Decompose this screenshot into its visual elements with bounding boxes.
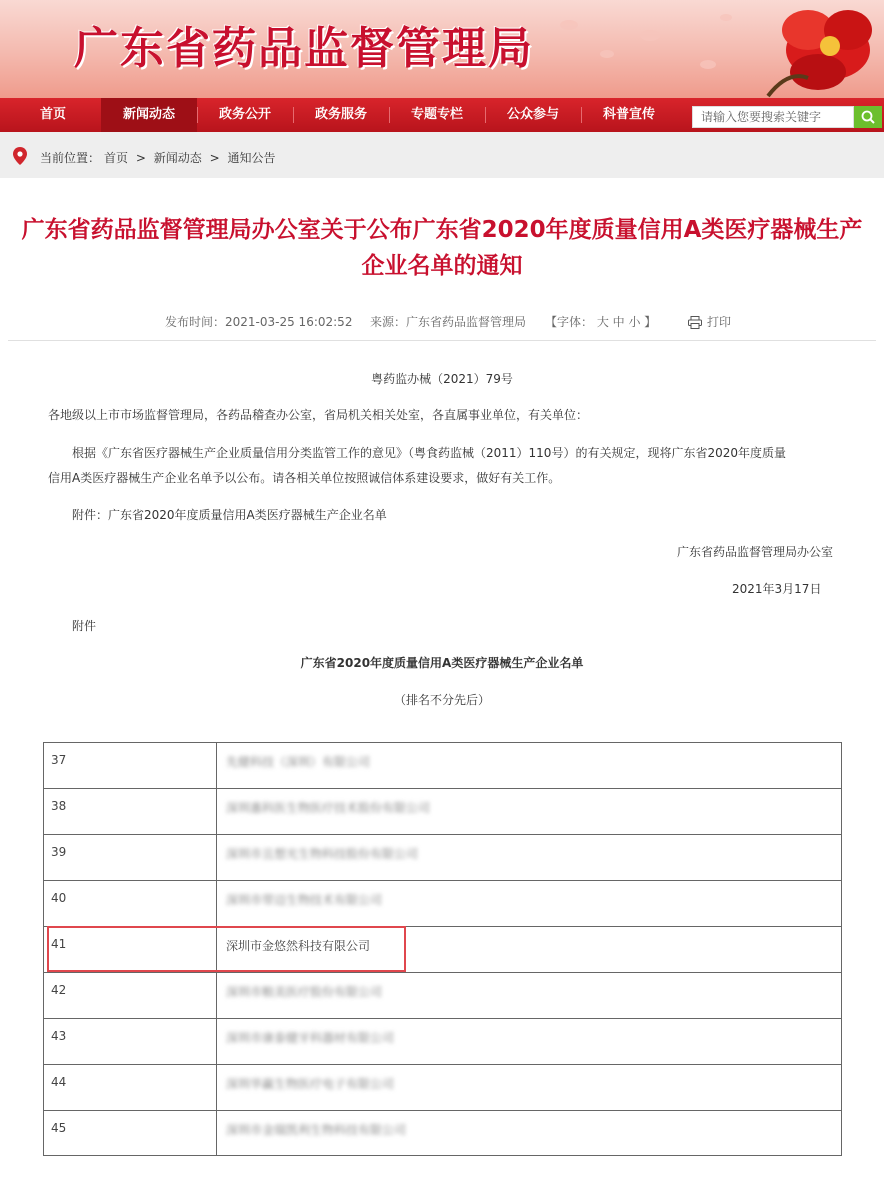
body-paragraph: 根据《广东省医疗器械生产企业质量信用分类监管工作的意见》（粤食药监械（2011）110号）的有关规定，现将广东省2020年度质量 (72, 446, 786, 460)
breadcrumb-separator: > (209, 151, 220, 165)
row-number: 42 (51, 983, 67, 997)
table-row (43, 880, 842, 926)
breadcrumb-item-news[interactable]: 新闻动态 (153, 151, 202, 165)
breadcrumb-item-home[interactable]: 首页 (104, 151, 129, 165)
row-number: 45 (51, 1121, 67, 1135)
table-row (43, 788, 842, 834)
row-number: 44 (51, 1075, 67, 1089)
nav-item-gov-services[interactable]: 政务服务 (314, 107, 367, 122)
company-name: 深圳华赢生物医疗电子有限公司 (226, 1077, 395, 1091)
nav-item-science[interactable]: 科普宣传 (602, 107, 655, 122)
breadcrumb-separator: > (135, 151, 146, 165)
breadcrumb-label: 当前位置： (40, 151, 101, 165)
table-border (43, 742, 44, 1156)
addressees: 各地级以上市市场监督管理局，各药品稽查办公室，省局机关相关处室，各直属事业单位，有关单位： (48, 408, 589, 422)
signer: 广东省药品监督管理局办公室 (677, 545, 834, 559)
row-number: 40 (51, 891, 67, 905)
printer-icon[interactable] (688, 316, 702, 329)
site-title[interactable]: 广东省药品监督管理局 (74, 23, 534, 74)
petal-decoration (600, 50, 614, 58)
row-number: 37 (51, 753, 67, 767)
document-number: 粤药监办械（2021）79号 (371, 372, 513, 386)
article-title-line: 企业名单的通知 (361, 253, 523, 279)
company-name: 深圳市带迈生物技术有限公司 (226, 893, 383, 907)
attachment-heading: 附件 (72, 619, 97, 633)
petal-decoration (560, 20, 578, 30)
petal-decoration (640, 30, 660, 41)
company-name: 深圳市康泰健牙科器材有限公司 (226, 1031, 395, 1045)
list-title: 广东省2020年度质量信用A类医疗器械生产企业名单 (300, 656, 584, 670)
table-row (43, 1018, 842, 1064)
petal-decoration (700, 60, 716, 69)
table-row (43, 834, 842, 880)
list-subtitle: （排名不分先后） (393, 693, 490, 707)
highlight-box (47, 926, 406, 972)
breadcrumb-item-notices[interactable]: 通知公告 (227, 151, 276, 165)
flower-icon (748, 0, 878, 98)
search-icon (861, 110, 875, 124)
article-title-line: 广东省药品监督管理局办公室关于公布广东省2020年度质量信用A类医疗器械生产 (21, 217, 863, 243)
print-button[interactable]: 打印 (707, 315, 732, 329)
search-input[interactable]: 请输入您要搜索关键字 (692, 106, 854, 128)
table-row (43, 1110, 842, 1156)
company-name: 先健科技（深圳）有限公司 (226, 755, 371, 769)
document-date: 2021年3月17日 (732, 582, 822, 596)
nav-item-gov-affairs[interactable]: 政务公开 (218, 107, 271, 122)
article-source: 来源：广东省药品监督管理局 (370, 315, 527, 329)
font-size-control[interactable]: 【字体： 大 中 小 】 (545, 315, 657, 329)
table-row (43, 742, 842, 788)
location-pin-icon (13, 147, 27, 165)
company-name: 深圳市且想光生物科技股份有限公司 (226, 847, 419, 861)
row-number: 39 (51, 845, 67, 859)
meta-divider (8, 340, 876, 341)
company-name: 深圳市金瑞凯利生物科技有限公司 (226, 1123, 407, 1137)
table-row (43, 1064, 842, 1110)
body-paragraph: 信用A类医疗器械生产企业名单予以公布。请各相关单位按照诚信体系建设要求，做好有关工作。 (48, 471, 561, 485)
publish-time: 发布时间：2021-03-25 16:02:52 (165, 315, 353, 329)
site-banner (0, 0, 884, 98)
breadcrumb (40, 149, 280, 166)
company-name: 深圳市粮美医疗股份有限公司 (226, 985, 383, 999)
attachment-note: 附件：广东省2020年度质量信用A类医疗器械生产企业名单 (72, 508, 387, 522)
nav-item-topics[interactable]: 专题专栏 (410, 107, 463, 122)
company-name: 深圳惠科医生物医疗技术股份有限公司 (226, 801, 431, 815)
row-number: 41 (51, 937, 67, 951)
article-title (0, 212, 884, 284)
petal-decoration (720, 14, 732, 21)
row-number: 38 (51, 799, 67, 813)
nav-item-news[interactable]: 新闻动态 (101, 98, 197, 132)
company-name: 深圳市金悠然科技有限公司 (226, 939, 371, 953)
row-number: 43 (51, 1029, 67, 1043)
nav-item-home[interactable]: 首页 (39, 107, 66, 122)
table-row (43, 972, 842, 1018)
search-button[interactable] (854, 106, 882, 128)
nav-item-public[interactable]: 公众参与 (506, 107, 559, 122)
